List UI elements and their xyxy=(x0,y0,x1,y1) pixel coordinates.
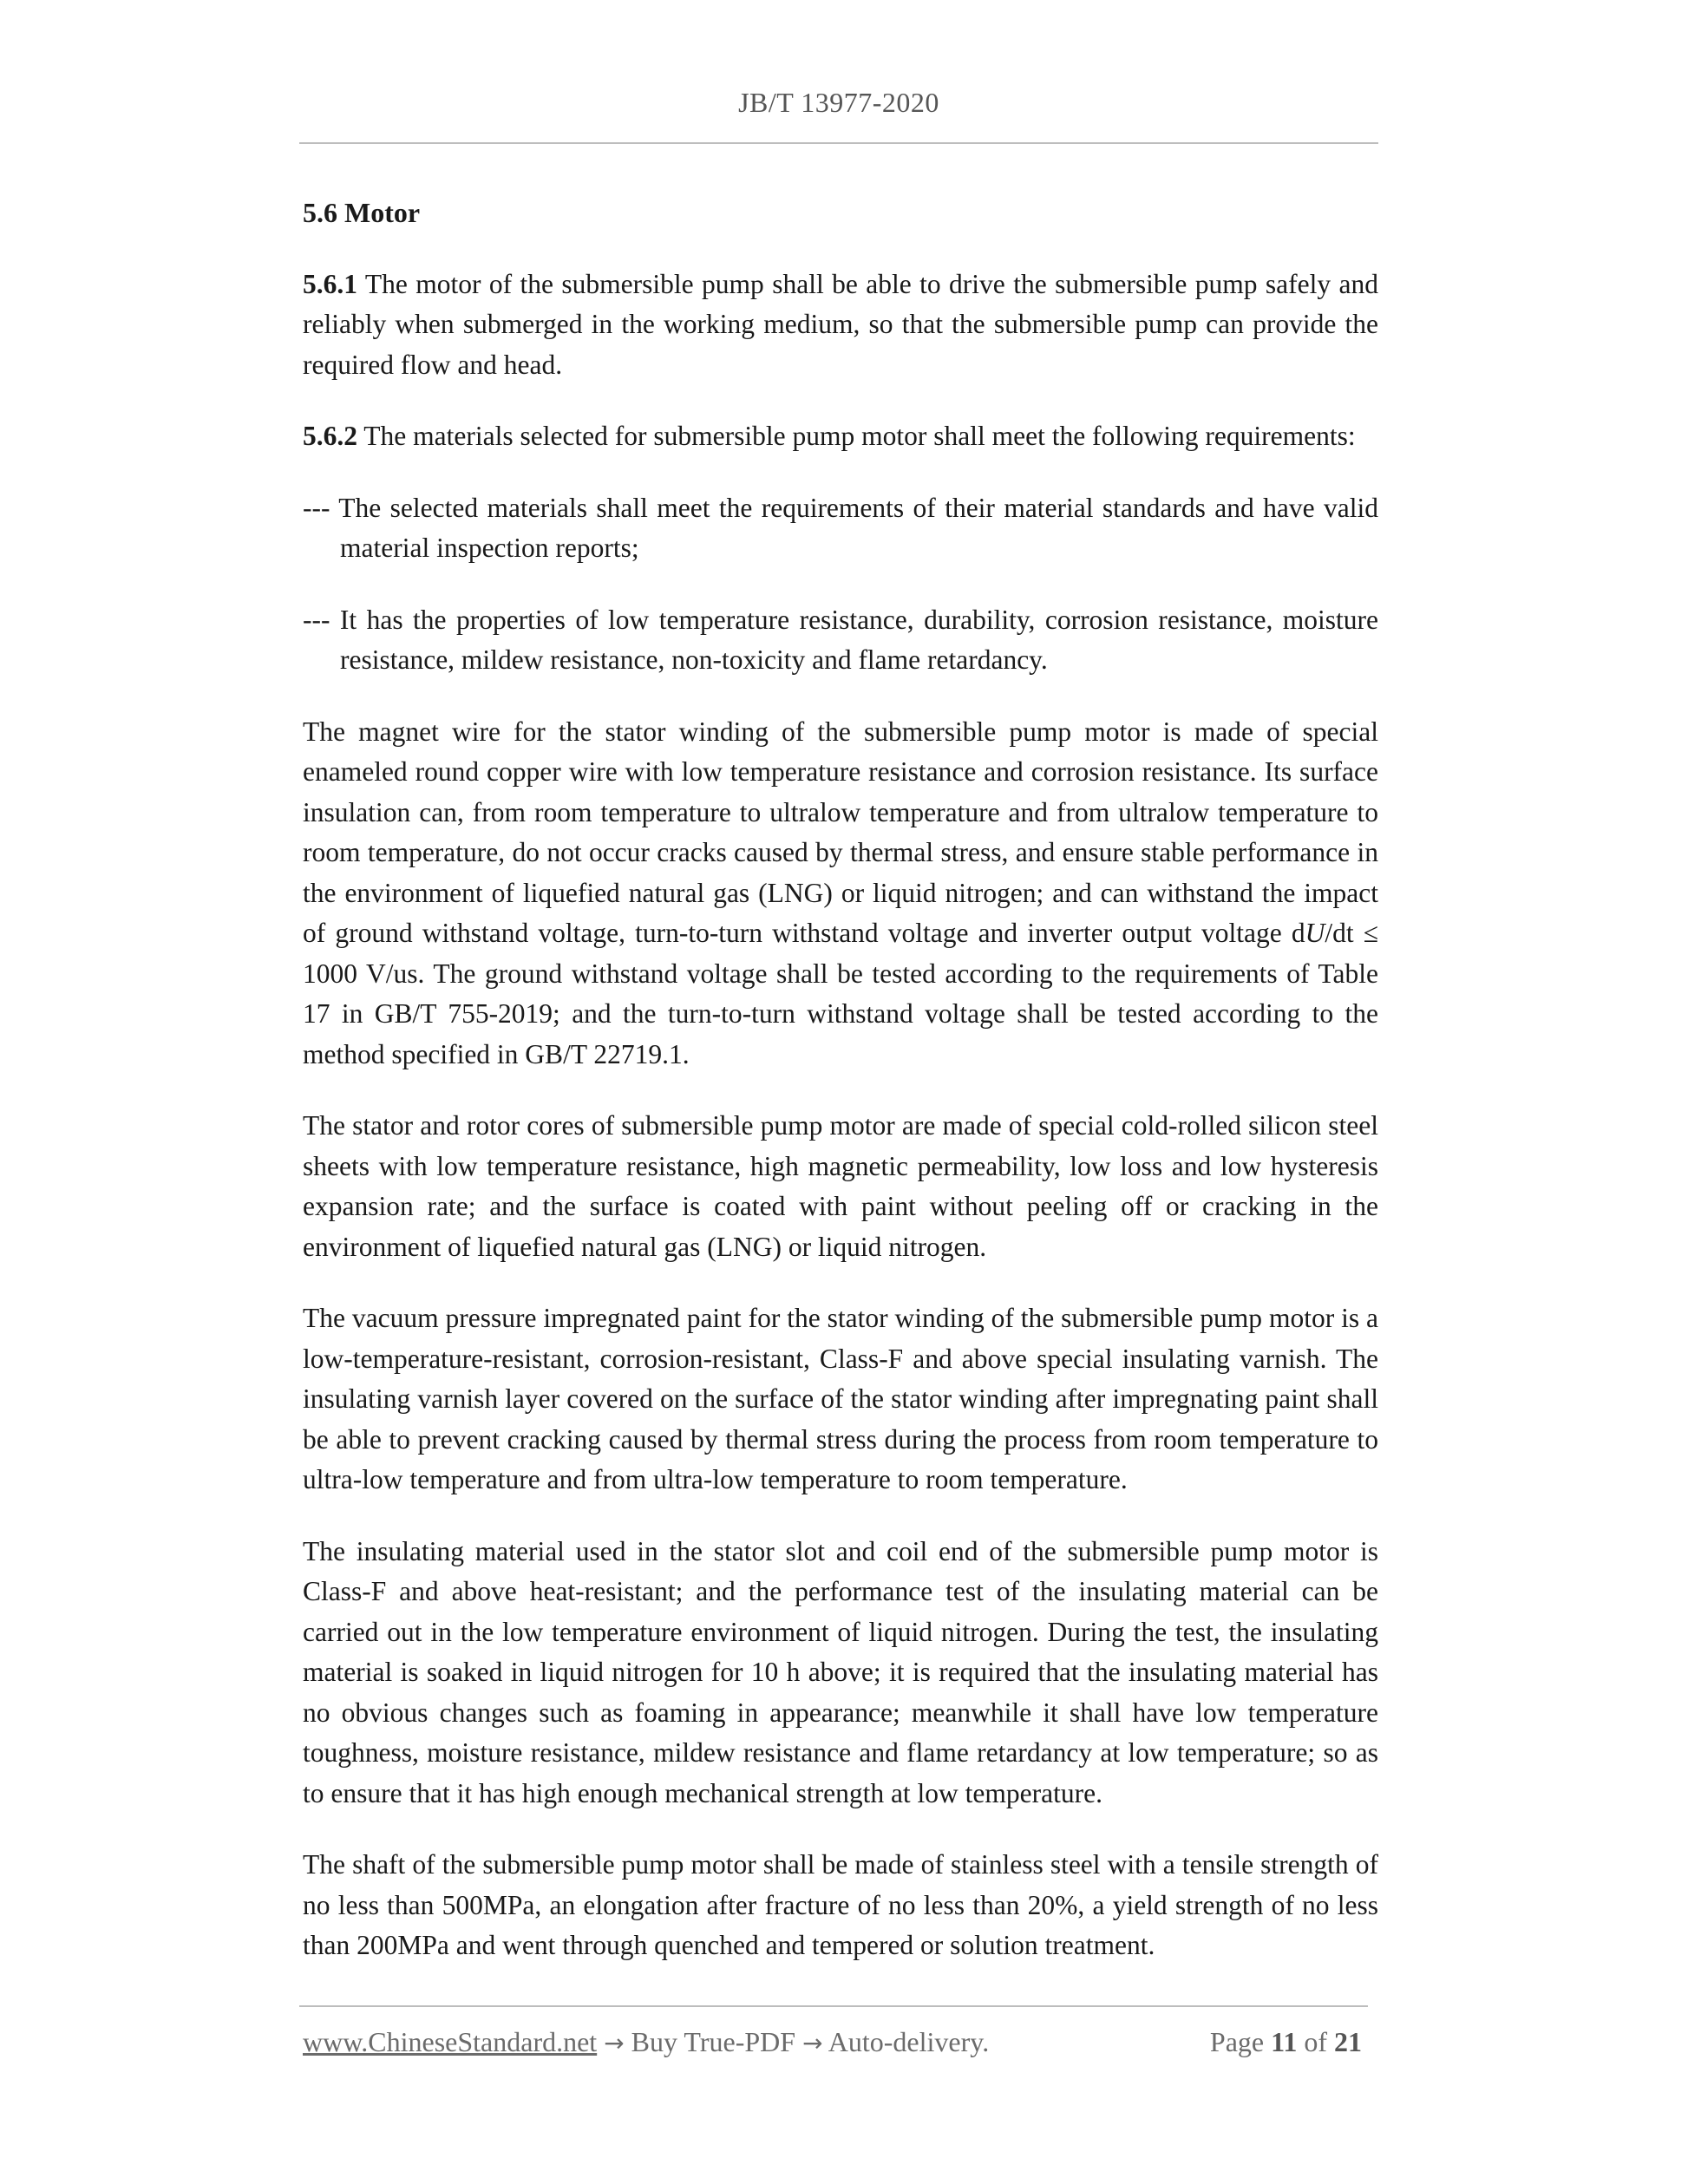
buy-true-pdf-text: Buy True-PDF xyxy=(624,2026,803,2057)
auto-delivery-text: Auto-delivery. xyxy=(822,2026,990,2057)
paragraph-cores: The stator and rotor cores of submersible pump motor are made of special cold-rolled silicon steel sheets with low temperature resistance, high magnetic permeability, low loss and low hysteresis expansion rate; and the surface is coated with paint without peeling off or cracking in the environment of liquefied natural gas (LNG) or liquid nitrogen. xyxy=(303,1110,1378,1262)
paragraph-insulating: The insulating material used in the stator slot and coil end of the submersible pump motor is Class-F and above heat-resistant; and the performance test of the insulating material can be carried out in the low temperature environment of liquid nitrogen. During the test, the insulating material is soaked in liquid nitrogen for 10 h above; it is required that the insulating material has no obvious changes such as foaming in appearance; meanwhile it shall have low temperature toughness, moisture resistance, mildew resistance and flame retardancy at low temperature; so as to ensure that it has high enough mechanical strength at low temperature. xyxy=(303,1535,1378,1808)
document-body xyxy=(303,193,1378,1998)
arrow-right-icon: → xyxy=(604,2029,625,2057)
clause-text: The motor of the submersible pump shall be able to drive the submersible pump safely and reliably when submerged in the working medium, so that the submersible pump can provide the required flow and head. xyxy=(303,268,1378,380)
page-current: 11 xyxy=(1271,2026,1298,2057)
list-item: --- It has the properties of low temperature resistance, durability, corrosion resistance, moisture resistance, mildew resistance, non-toxicity and flame retardancy. xyxy=(303,604,1378,675)
paragraph-magnet-wire xyxy=(303,712,1378,1076)
page-total: 21 xyxy=(1334,2026,1362,2057)
document-code-header: JB/T 13977-2020 xyxy=(738,87,939,118)
website-link[interactable]: www.ChineseStandard.net xyxy=(303,2026,598,2057)
clause-text: The materials selected for submersible pump motor shall meet the following requirements: xyxy=(357,421,1356,451)
section-title: 5.6 Motor xyxy=(303,197,421,228)
page-label: Page xyxy=(1209,2026,1272,2057)
page-indicator xyxy=(1210,2026,1362,2058)
clause-number: 5.6.2 xyxy=(303,421,357,451)
clause-number: 5.6.1 xyxy=(303,268,357,299)
arrow-right-icon: → xyxy=(802,2029,823,2057)
italic-symbol: U xyxy=(1305,918,1325,948)
paragraph-varnish: The vacuum pressure impregnated paint for the stator winding of the submersible pump motor is a low-temperature-resistant, corrosion-resistant, Class-F and above special insulating varnish. The insulating varnish layer covered on the surface of the stator winding after impregnating paint shall be able to prevent cracking caused by thermal stress during the process from room temperature to ultra-low temperature and from ultra-low temperature to room temperature. xyxy=(303,1303,1378,1494)
clause-5-6-1 xyxy=(303,265,1378,386)
of-label: of xyxy=(1297,2026,1334,2057)
header-divider xyxy=(299,142,1378,144)
footer-divider xyxy=(299,2005,1368,2007)
clause-5-6-2 xyxy=(303,416,1378,457)
paragraph-text: The magnet wire for the stator winding of the submersible pump motor is made of special enameled round copper wire with low temperature resistance and corrosion resistance. Its surface insulation can, from room temperature to ultralow temperature and from ultralow temperature to room temperature, do not occur cracks caused by thermal stress, and ensure stable performance in the environment of liquefied natural gas (LNG) or liquid nitrogen; and can withstand the impact of ground withstand voltage, turn-to-turn withstand voltage and inverter output voltage d xyxy=(303,716,1378,948)
paragraph-text: /dt ≤ 1000 V/us. The ground withstand voltage shall be tested according to the requirements of Table 17 in GB/T 755-2019; and the turn-to-turn withstand voltage shall be tested according to the method specified in GB/T 22719.1. xyxy=(303,918,1378,1069)
footer-promo xyxy=(303,2026,989,2058)
paragraph-shaft: The shaft of the submersible pump motor shall be made of stainless steel with a tensile strength of no less than 500MPa, an elongation after fracture of no less than 20%, a yield strength of no less than 200MPa and went through quenched and tempered or solution treatment. xyxy=(303,1849,1378,1960)
list-item: --- The selected materials shall meet the requirements of their material standards and have valid material inspection reports; xyxy=(303,492,1378,563)
